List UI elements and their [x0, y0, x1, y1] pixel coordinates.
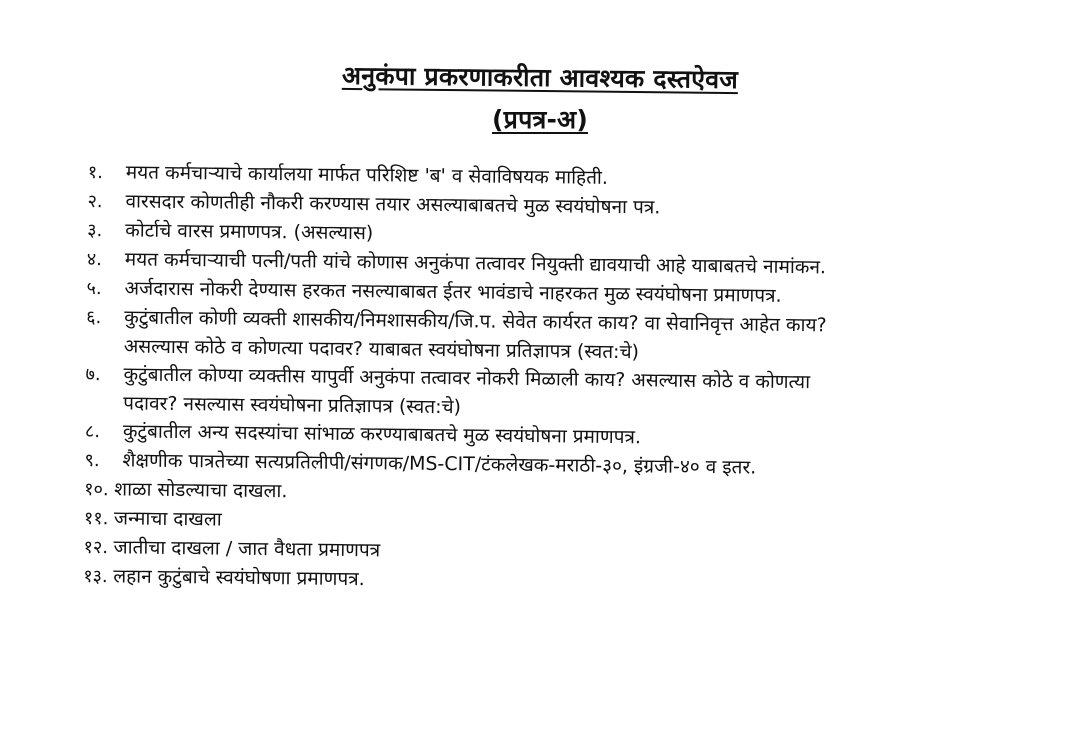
item-text: मयत कर्मचाऱ्याचे कार्यालया मार्फत परिशिष्ट 'ब' व सेवाविषयक माहिती.: [125, 161, 609, 189]
item-number: ७.: [85, 363, 101, 386]
item-number: ८.: [84, 420, 101, 443]
item-text-continuation: पदावर? नसल्यास स्वयंघोषना प्रतिज्ञापत्र (स्वत:चे): [123, 392, 462, 419]
item-number: १०.: [84, 478, 109, 501]
item-number: ९.: [84, 449, 100, 472]
item-number: ११.: [83, 507, 109, 530]
item-text: कुटुंबातील कोणी व्यक्ती शासकीय/निमशासकीय/जि.प. सेवेत कार्यरत काय? वा सेवानिवृत्त आहेत काय?: [124, 306, 827, 337]
item-text: वारसदार कोणतीही नौकरी करण्यास तयार असल्याबाबतचे मुळ स्वयंघोषना पत्र.: [125, 190, 661, 219]
item-text: कोर्टाचे वारस प्रमाणपत्र. (असल्यास): [125, 219, 374, 245]
item-number: २.: [87, 190, 103, 213]
item-number: ६.: [86, 306, 102, 329]
item-number: ४.: [86, 248, 103, 271]
item-number: ५.: [86, 277, 102, 300]
item-number: ३.: [87, 219, 103, 242]
item-number: १२.: [83, 536, 109, 559]
item-text-continuation: असल्यास कोठे व कोणत्या पदावर? याबाबत स्वयंघोषना प्रतिज्ञापत्र (स्वत:चे): [123, 335, 640, 364]
document-title: अनुकंपा प्रकरणाकरीता आवश्यक दस्तऐवज: [341, 60, 739, 95]
item-text: अर्जदारास नोकरी देण्यास हरकत नसल्याबाबत ईतर भावंडाचे नाहरकत मुळ स्वयंघोषना प्रमाणपत्र.: [124, 277, 782, 307]
item-text: लहान कुटुंबाचे स्वयंघोषणा प्रमाणपत्र.: [113, 565, 365, 591]
document-subtitle: (प्रपत्र-अ): [492, 105, 588, 134]
item-text: जन्माचा दाखला: [113, 507, 222, 531]
item-text: कुटुंबातील कोण्या व्यक्तीस यापुर्वी अनुकंपा तत्वावर नोकरी मिळाली काय? असल्यास कोठे व कोणत्या: [123, 363, 811, 394]
item-number: १३.: [83, 565, 108, 588]
item-text: मयत कर्मचाऱ्याची पत्नी/पती यांचे कोणास अनुकंपा तत्वावर नियुक्ती द्यावयाची आहे याबाबतचे नामांकन.: [124, 248, 827, 279]
item-text: शाळा सोडल्याचा दाखला.: [114, 478, 288, 503]
item-number: १.: [87, 161, 104, 184]
document-list: [83, 158, 1058, 602]
item-text: कुटुंबातील अन्य सदस्यांचा सांभाळ करण्याबाबतचे मुळ स्वयंघोषना प्रमाणपत्र.: [122, 420, 642, 449]
item-text: शैक्षणीक पात्रतेच्या सत्यप्रतिलीपी/संगणक/MS-CIT/टंकलेखक-मराठी-३०, इंग्रजी-४० व इतर.: [122, 449, 757, 479]
item-text: जातीचा दाखला / जात वैधता प्रमाणपत्र: [113, 536, 381, 562]
